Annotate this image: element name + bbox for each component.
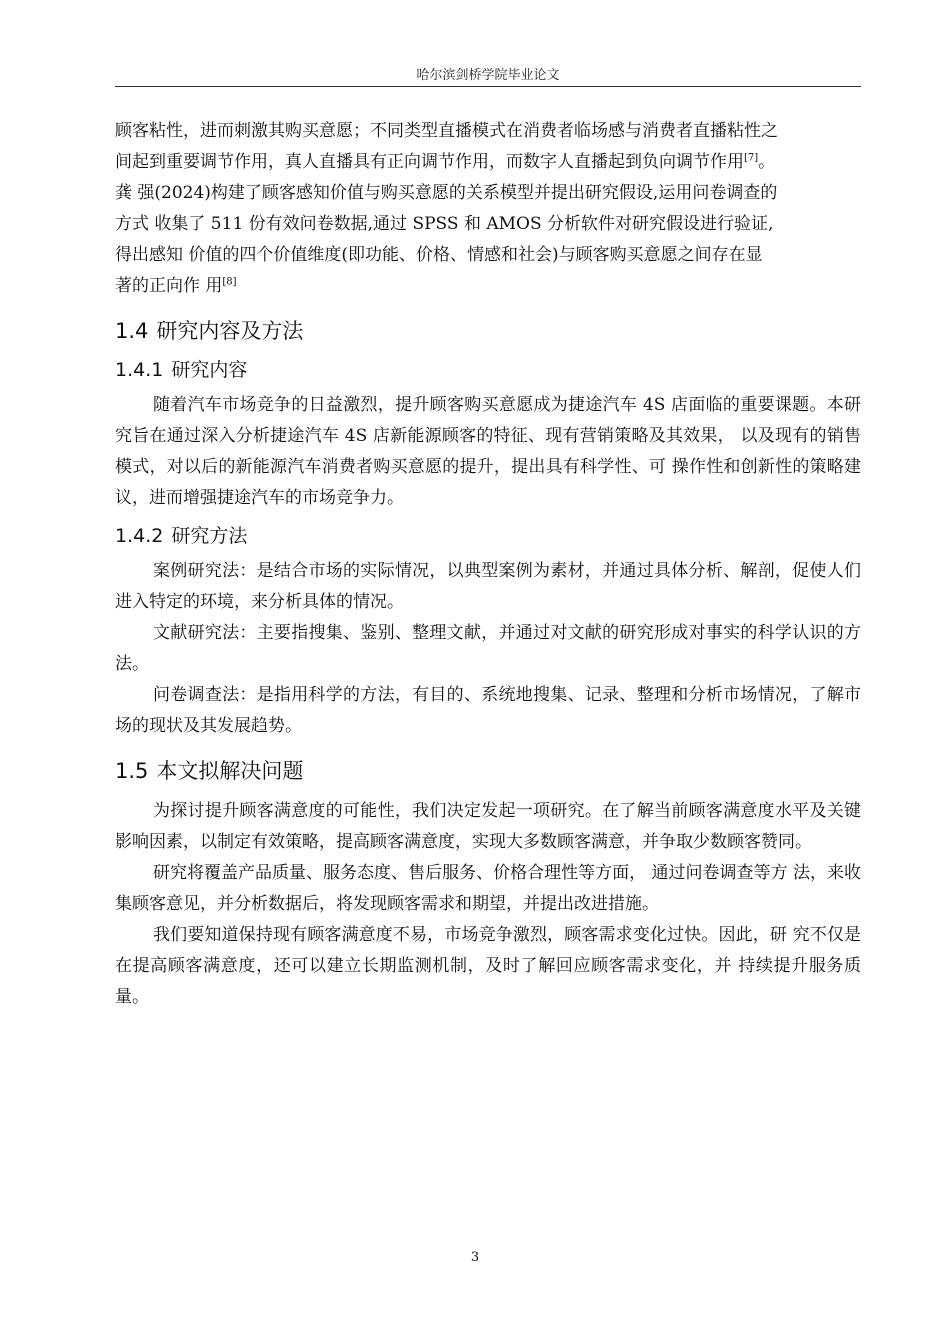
subsection-heading-1-4-1 (115, 356, 861, 384)
section-heading-1-5 (115, 756, 861, 786)
problem-paragraph-3: 我们要知道保持现有顾客满意度不易，市场竞争激烈，顾客需求变化过快。因此，研 究不仅是在提高顾客满意度，还可以建立长期监测机制，及时了解回应顾客需求变化，并 持续提升服务质量。 (115, 925, 861, 1007)
subsection-title: 研究内容 (171, 359, 248, 381)
header-rule (115, 86, 861, 87)
subsection-title: 研究方法 (171, 525, 248, 547)
case-study-paragraph: 案例研究法：是结合市场的实际情况，以典型案例为素材，并通过具体分析、解剖，促使人们进入特定的环境，来分析具体的情况。 (115, 561, 861, 612)
intro-line-6-text: 著的正向作 用 (115, 276, 223, 296)
subsection-number: 1.4.1 (115, 359, 164, 381)
intro-line-2-end: 。 (758, 152, 776, 172)
section-title: 本文拟解决问题 (156, 759, 304, 783)
section-heading-1-4 (115, 316, 861, 346)
running-header: 哈尔滨剑桥学院毕业论文 (416, 68, 560, 83)
intro-paragraph (115, 116, 861, 302)
intro-line-2-text: 间起到重要调节作用，真人直播具有正向调节作用，而数字人直播起到负向调节作用 (115, 152, 744, 172)
literature-paragraph: 文献研究法：主要指搜集、鉴别、整理文献，并通过对文献的研究形成对事实的科学认识的方法。 (115, 623, 861, 674)
page-body (115, 116, 861, 1013)
citation-7: [7] (744, 152, 759, 164)
questionnaire-paragraph: 问卷调查法：是指用科学的方法，有目的、系统地搜集、记录、整理和分析市场情况，了解市场的现状及其发展趋势。 (115, 685, 861, 736)
problem-paragraph-2: 研究将覆盖产品质量、服务态度、售后服务、价格合理性等方面， 通过问卷调查等方 法，来收集顾客意见，并分析数据后，将发现顾客需求和期望，并提出改进措施。 (115, 863, 861, 914)
intro-line-5: 得出感知 价值的四个价值维度(即功能、价格、情感和社会)与顾客购买意愿之间存在显 (115, 245, 763, 265)
page-number: 3 (470, 1250, 480, 1265)
section-title: 研究内容及方法 (156, 319, 304, 343)
section-number: 1.4 (115, 319, 149, 343)
intro-line-1: 顾客粘性，进而刺激其购买意愿；不同类型直播模式在消费者临场感与消费者直播粘性之 (115, 121, 778, 141)
subsection-number: 1.4.2 (115, 525, 164, 547)
problem-paragraph-1: 为探讨提升顾客满意度的可能性，我们决定发起一项研究。在了解当前顾客满意度水平及关键影响因素，以制定有效策略，提高顾客满意度，实现大多数顾客满意，并争取少数顾客赞同。 (115, 801, 861, 852)
section-number: 1.5 (115, 759, 149, 783)
intro-line-6 (115, 271, 861, 302)
intro-line-2 (115, 147, 861, 178)
subsection-heading-1-4-2 (115, 522, 861, 550)
intro-line-3: 龚 强(2024)构建了顾客感知价值与购买意愿的关系模型并提出研究假设,运用问卷调查的 (115, 183, 778, 203)
citation-8: [8] (222, 276, 237, 288)
research-content-paragraph: 随着汽车市场竞争的日益激烈，提升顾客购买意愿成为捷途汽车 4S 店面临的重要课题。本研究旨在通过深入分析捷途汽车 4S 店新能源顾客的特征、现有营销策略及其效果， 以及现有的销售模式，对以后的新能源汽车消费者购买意愿的提升，提出具有科学性、可 操作性和创新性的策略建议，进而增强捷途汽车的市场竞争力。 (115, 395, 861, 508)
intro-line-4: 方式 收集了 511 份有效问卷数据,通过 SPSS 和 AMOS 分析软件对研究假设进行验证, (115, 214, 774, 234)
